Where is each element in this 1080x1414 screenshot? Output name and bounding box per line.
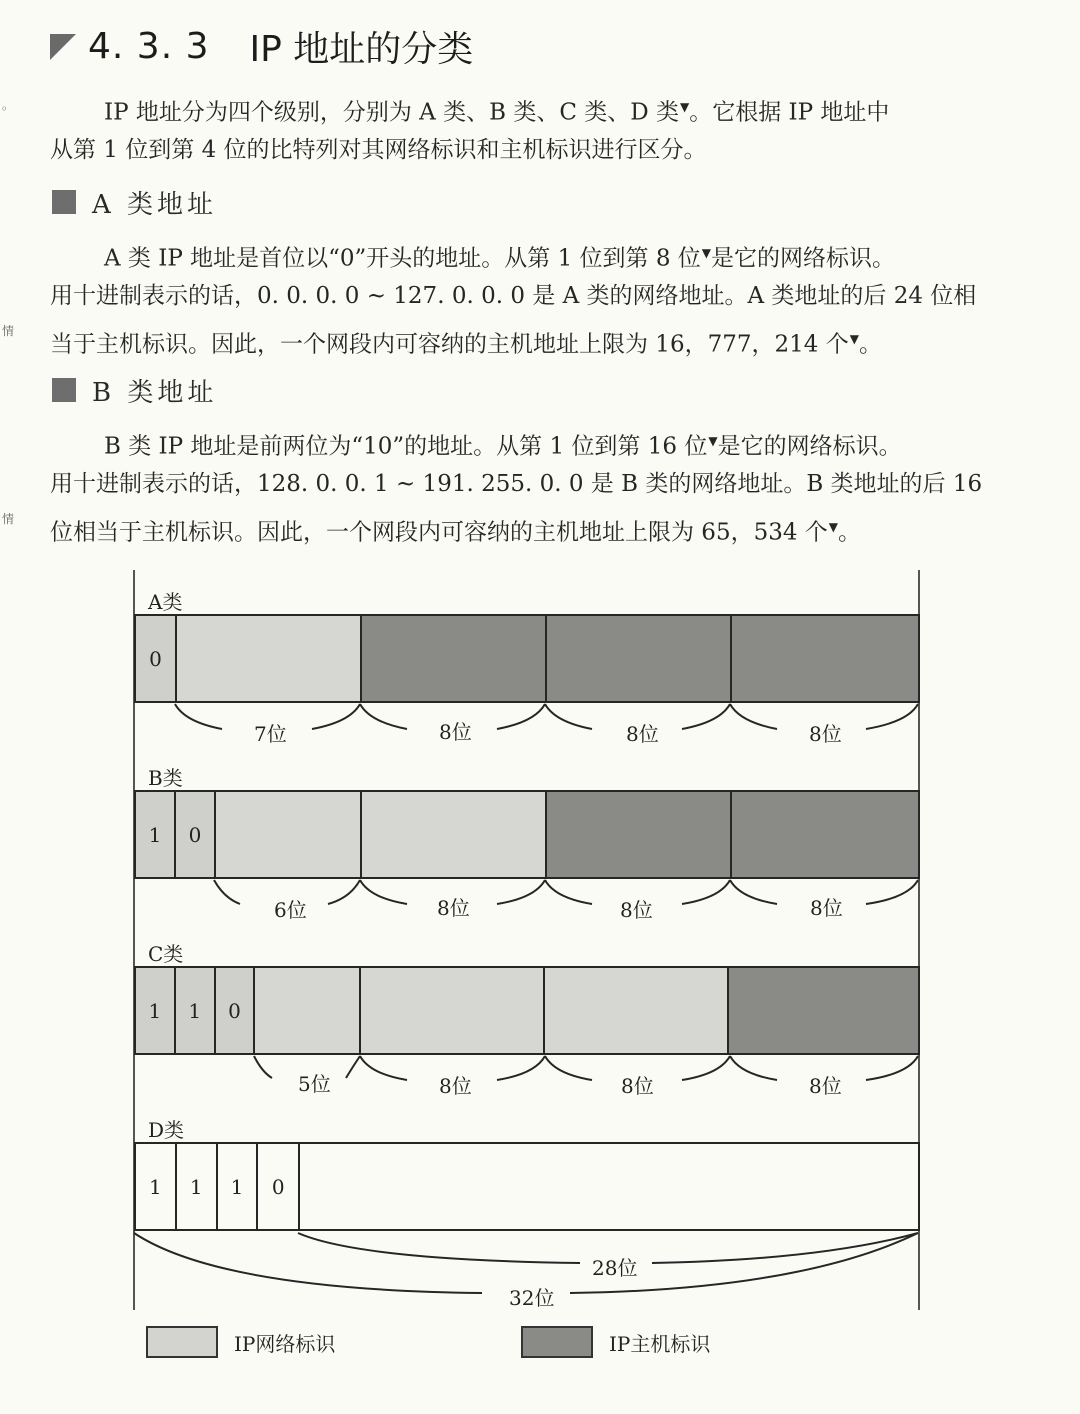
bit-cell: 1 [177,1144,218,1229]
legend-label: IP主机标识 [609,1331,711,1356]
network-segment [545,968,729,1053]
bits-label: 8位 [806,892,847,921]
class-d-label: D类 [148,1118,185,1142]
intro-text: IP 地址分为四个级别，分别为 A 类、B 类、C 类、D 类 [104,99,679,126]
class-b-text: B 类 IP 地址是前两位为“10”的地址。从第 1 位到第 16 位 [104,433,708,460]
bits-label: 8位 [617,1070,658,1099]
intro-text: 从第 1 位到第 4 位的比特列对其网络标识和主机标识进行区分。 [50,137,707,163]
network-segment [177,616,362,701]
bit-cell: 0 [216,968,256,1053]
network-segment [362,792,547,877]
footnote-marker-icon: ▼ [708,434,718,448]
class-b-text: 位相当于主机标识。因此，一个网段内可容纳的主机地址上限为 65，534 个 [50,519,828,546]
bits-label: 7位 [250,718,291,747]
bits-label: 8位 [435,1070,476,1099]
bits-label: 32位 [505,1282,558,1311]
class-d-bar [134,1142,920,1231]
margin-mark: 。 [2,98,15,112]
network-segment [361,968,545,1053]
network-segment [255,968,360,1053]
class-a-text: 用十进制表示的话，0. 0. 0. 0 ~ 127. 0. 0. 0 是 A 类的网络地址。A 类地址的后 24 位相 [50,283,977,309]
class-c-bar [134,966,920,1055]
margin-mark: 情 [2,324,15,338]
bits-label: 28位 [588,1252,641,1281]
class-a-bar [134,614,920,703]
legend-host [521,1326,710,1358]
bit-cell: 0 [258,1144,300,1229]
multicast-segment [300,1144,918,1229]
host-segment [732,616,918,701]
class-a-text: A 类 IP 地址是首位以“0”开头的地址。从第 1 位到第 8 位 [104,245,701,272]
footnote-marker-icon: ▼ [849,332,859,346]
bit-cell: 1 [176,968,216,1053]
class-a-label: A类 [148,590,183,614]
class-b-text: 是它的网络标识。 [717,433,902,460]
section-title-text: IP 地址的分类 [249,28,474,70]
legend-network [146,1326,335,1358]
bit-cell: 1 [136,1144,177,1229]
bits-label: 8位 [805,1070,846,1099]
margin-mark: 情 [2,512,15,526]
bits-label: 6位 [270,894,311,923]
bits-label: 8位 [433,892,474,921]
footnote-marker-icon: ▼ [828,520,839,534]
host-segment [547,792,732,877]
host-segment [732,792,918,877]
bits-label: 8位 [805,718,846,747]
class-b-bar [134,790,920,879]
bit-cell: 1 [136,792,176,877]
legend-label: IP网络标识 [234,1331,336,1356]
legend-swatch-network [146,1326,218,1358]
legend-swatch-host [521,1326,593,1358]
class-a-text: 。 [858,331,882,358]
footnote-marker-icon: ▼ [701,246,711,260]
intro-text: 。它根据 IP 地址中 [689,99,890,126]
bit-cell: 1 [218,1144,259,1229]
bit-cell: 0 [176,792,216,877]
class-a-text: 是它的网络标识。 [711,245,895,272]
footnote-marker-icon: ▼ [679,100,690,114]
class-b-heading-text: B 类地址 [92,377,218,408]
class-b-text: 用十进制表示的话，128. 0. 0. 1 ~ 191. 255. 0. 0 是 B 类的网络地址。B 类地址的后 16 [50,471,983,497]
section-number: 4. 3. 3 [88,25,210,67]
class-a-heading-text: A 类地址 [92,189,218,220]
bits-label: 8位 [435,716,476,745]
host-segment [729,968,918,1053]
host-segment [362,616,547,701]
bits-label: 5位 [294,1068,335,1097]
bit-cell: 0 [136,616,177,701]
class-c-label: C类 [148,942,184,966]
bits-label: 8位 [616,894,657,923]
class-b-text: 。 [838,519,862,546]
host-segment [547,616,732,701]
bits-label: 8位 [622,718,663,747]
bit-cell: 1 [136,968,176,1053]
class-a-text: 当于主机标识。因此，一个网段内可容纳的主机地址上限为 16，777，214 个 [50,331,849,358]
class-b-label: B类 [148,766,183,790]
network-segment [216,792,362,877]
